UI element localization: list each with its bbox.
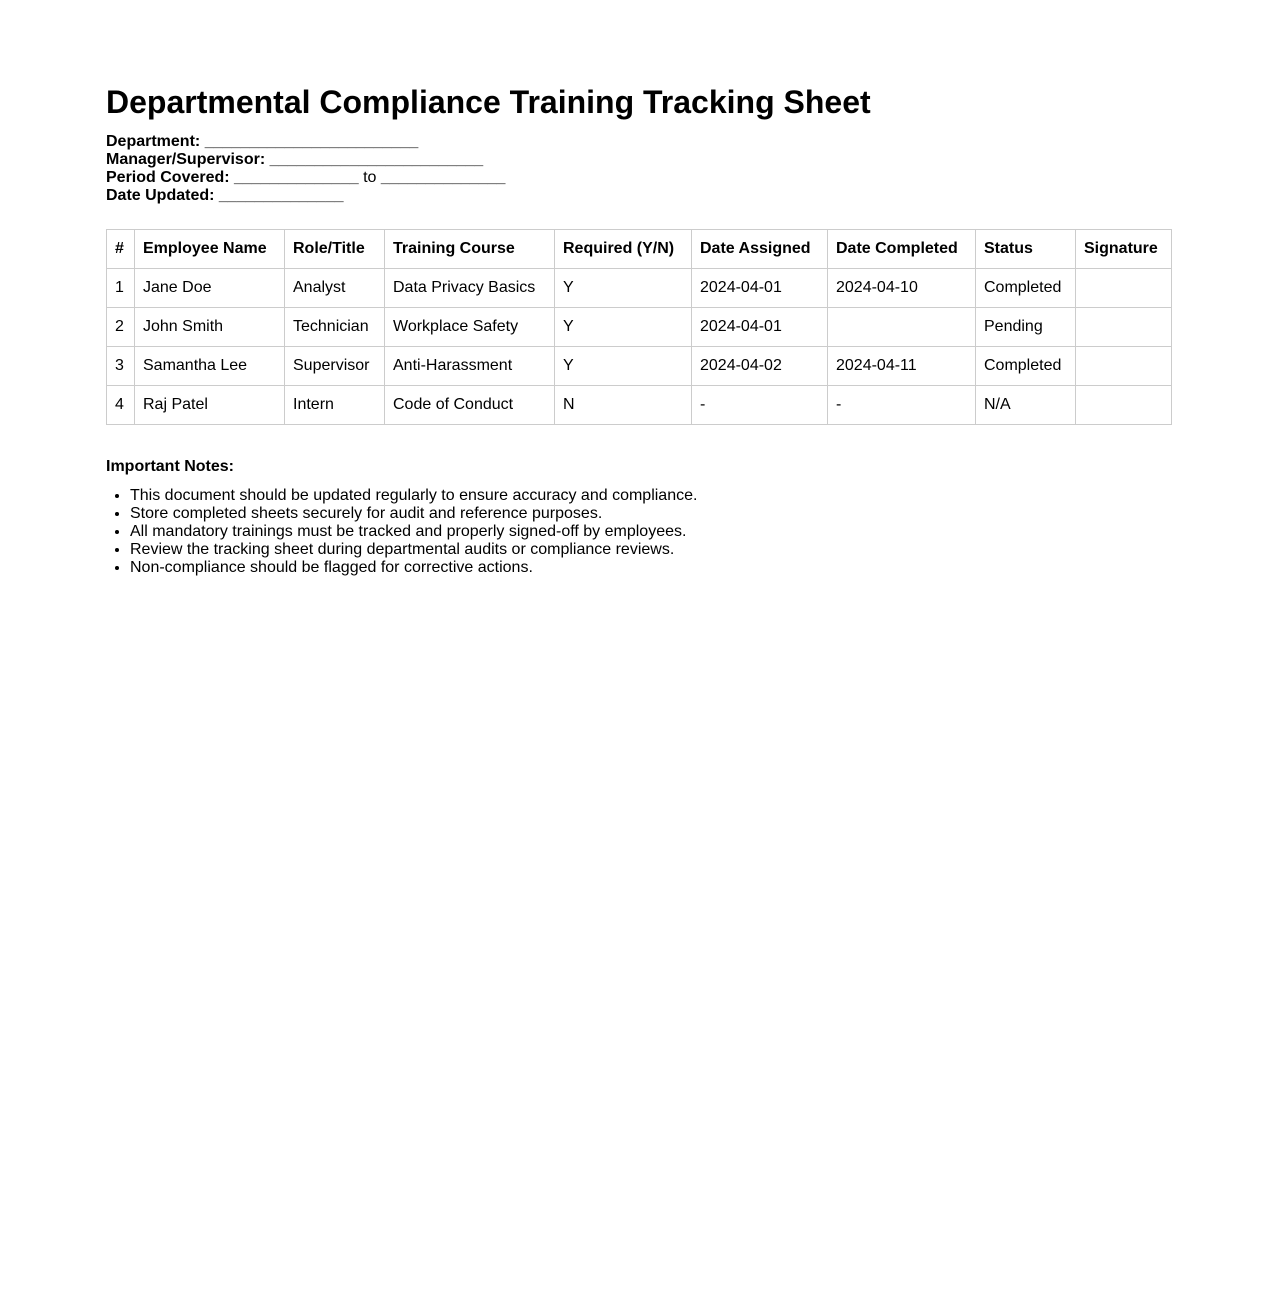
cell-signature[interactable]	[1076, 347, 1172, 386]
cell-date-completed	[828, 308, 976, 347]
cell-employee-name: Raj Patel	[135, 386, 285, 425]
cell-status: Completed	[976, 269, 1076, 308]
header-fields	[106, 133, 1172, 205]
header-date-completed: Date Completed	[828, 230, 976, 269]
cell-required: Y	[555, 308, 692, 347]
header-signature: Signature	[1076, 230, 1172, 269]
cell-role-title: Intern	[285, 386, 385, 425]
cell-date-assigned: 2024-04-02	[692, 347, 828, 386]
header-date-assigned: Date Assigned	[692, 230, 828, 269]
document-page	[0, 0, 1278, 577]
table-row	[107, 386, 1172, 425]
period-label: Period Covered:	[106, 169, 230, 186]
cell-date-assigned: 2024-04-01	[692, 308, 828, 347]
period-start-blank: ______________	[234, 169, 359, 186]
cell-date-assigned: -	[692, 386, 828, 425]
cell-training-course: Code of Conduct	[385, 386, 555, 425]
cell-training-course: Workplace Safety	[385, 308, 555, 347]
cell-signature[interactable]	[1076, 269, 1172, 308]
cell-status: Completed	[976, 347, 1076, 386]
cell-signature[interactable]	[1076, 386, 1172, 425]
header-training-course: Training Course	[385, 230, 555, 269]
cell-required: Y	[555, 269, 692, 308]
manager-blank: ________________________	[269, 151, 484, 168]
cell-status: N/A	[976, 386, 1076, 425]
list-item: • Review the tracking sheet during departmental audits or compliance reviews.	[130, 541, 1172, 559]
cell-number: 3	[107, 347, 135, 386]
period-field	[106, 169, 1172, 187]
header-number: #	[107, 230, 135, 269]
table-row	[107, 269, 1172, 308]
cell-role-title: Supervisor	[285, 347, 385, 386]
notes-title: Important Notes:	[106, 458, 234, 475]
header-role-title: Role/Title	[285, 230, 385, 269]
department-field	[106, 133, 1172, 151]
date-updated-label: Date Updated:	[106, 187, 215, 204]
table-row	[107, 347, 1172, 386]
cell-training-course: Anti-Harassment	[385, 347, 555, 386]
table-row	[107, 308, 1172, 347]
cell-date-completed: -	[828, 386, 976, 425]
cell-training-course: Data Privacy Basics	[385, 269, 555, 308]
cell-required: N	[555, 386, 692, 425]
cell-number: 1	[107, 269, 135, 308]
date-updated-blank: ______________	[218, 187, 344, 204]
cell-date-assigned: 2024-04-01	[692, 269, 828, 308]
department-label: Department:	[106, 133, 201, 150]
list-item: • Non-compliance should be flagged for corrective actions.	[130, 559, 1172, 577]
list-item: • All mandatory trainings must be tracked and properly signed-off by employees.	[130, 523, 1172, 541]
department-blank: ________________________	[204, 133, 419, 150]
manager-field	[106, 151, 1172, 169]
page-title: Departmental Compliance Training Tracking Sheet	[106, 84, 871, 120]
manager-label: Manager/Supervisor:	[106, 151, 266, 168]
cell-date-completed: 2024-04-10	[828, 269, 976, 308]
cell-employee-name: Jane Doe	[135, 269, 285, 308]
header-required: Required (Y/N)	[555, 230, 692, 269]
cell-role-title: Analyst	[285, 269, 385, 308]
list-item: • Store completed sheets securely for audit and reference purposes.	[130, 505, 1172, 523]
notes-list	[106, 487, 1172, 577]
cell-employee-name: John Smith	[135, 308, 285, 347]
cell-role-title: Technician	[285, 308, 385, 347]
header-employee-name: Employee Name	[135, 230, 285, 269]
cell-signature[interactable]	[1076, 308, 1172, 347]
training-table	[106, 229, 1172, 425]
header-status: Status	[976, 230, 1076, 269]
table-header-row	[107, 230, 1172, 269]
cell-required: Y	[555, 347, 692, 386]
period-end-blank: ______________	[380, 169, 506, 186]
cell-status: Pending	[976, 308, 1076, 347]
date-updated-field	[106, 187, 1172, 205]
cell-date-completed: 2024-04-11	[828, 347, 976, 386]
cell-employee-name: Samantha Lee	[135, 347, 285, 386]
cell-number: 4	[107, 386, 135, 425]
list-item: • This document should be updated regularly to ensure accuracy and compliance.	[130, 487, 1172, 505]
period-to: to	[363, 169, 377, 186]
cell-number: 2	[107, 308, 135, 347]
